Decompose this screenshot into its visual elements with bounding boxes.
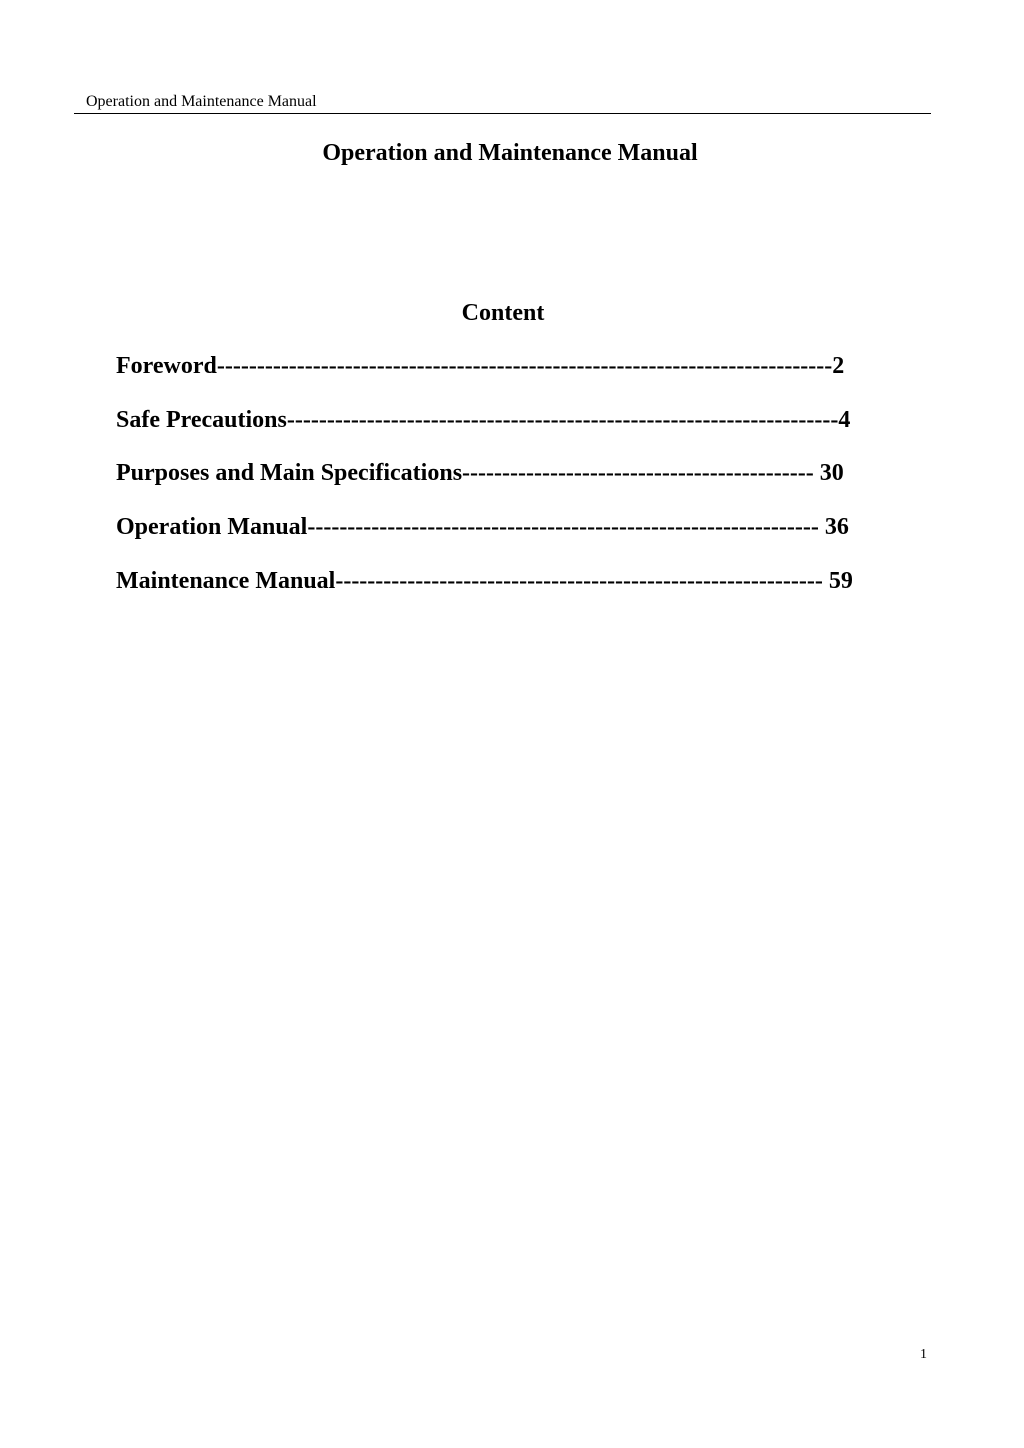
toc-entry-page: 4 (838, 407, 851, 433)
running-header: Operation and Maintenance Manual (86, 93, 317, 110)
toc-entry-label: Purposes and Main Specifications (116, 460, 463, 486)
toc-entry-label: Operation Manual (116, 514, 308, 540)
document-title: Operation and Maintenance Manual (322, 140, 698, 166)
toc-entry-label: Foreword (116, 353, 217, 379)
toc-entry (116, 458, 844, 488)
toc-heading: Content (461, 300, 545, 326)
toc-entry-leader: -------------------------------------------- (462, 460, 820, 486)
header-rule (74, 113, 931, 114)
toc-entry-page: 30 (819, 460, 844, 486)
toc-entry (116, 405, 850, 435)
toc-entry-leader: ----------------------------------------------------------------------------- (216, 353, 833, 379)
toc-entry-label: Maintenance Manual (116, 568, 336, 594)
toc-entry-page: 59 (828, 568, 853, 594)
toc-entry (116, 566, 853, 596)
toc-entry-page: 2 (832, 353, 845, 379)
toc-entry-label: Safe Precautions (116, 407, 287, 433)
toc-entry-leader: --------------------------------------------------------------------- (286, 407, 839, 433)
toc-entry-leader: ---------------------------------------------------------------- (307, 514, 825, 540)
page-number: 1 (920, 1347, 927, 1362)
toc-entry-leader: ------------------------------------------------------------- (335, 568, 829, 594)
toc-entry (116, 351, 844, 381)
toc-entry (116, 512, 849, 542)
toc-entry-page: 36 (824, 514, 849, 540)
